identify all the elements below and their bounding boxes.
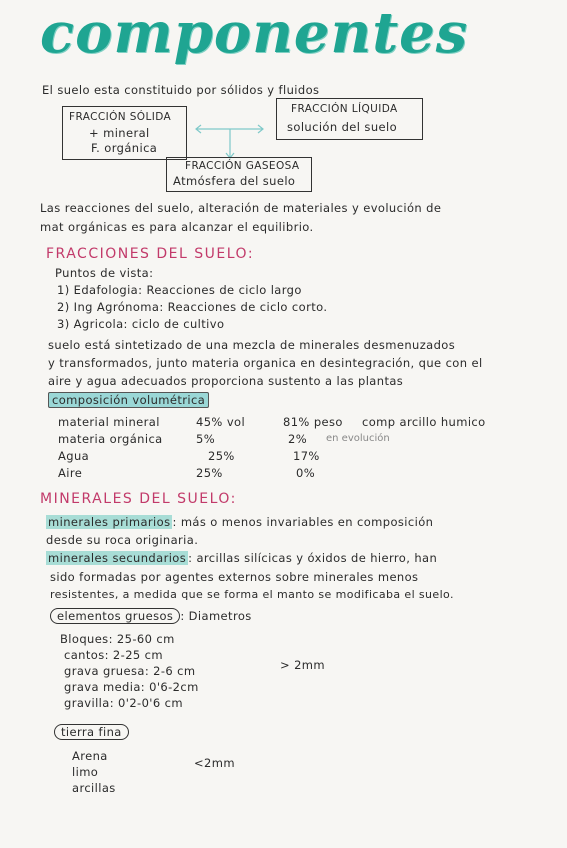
soil-paragraph-line: suelo está sintetizado de una mezcla de minerales desmenuzados xyxy=(48,338,456,352)
liquid-fraction-solution: solución del suelo xyxy=(287,120,398,134)
coarse-item: gravilla: 0'2-0'6 cm xyxy=(64,696,183,710)
composition-row-name: material mineral xyxy=(58,415,160,429)
fine-size: <2mm xyxy=(194,756,235,770)
fine-earth-label: tierra fina xyxy=(54,724,129,740)
fine-item: limo xyxy=(72,765,99,779)
secondary-minerals-text: : arcillas silícicas y óxidos de hierro, han xyxy=(188,551,438,565)
gas-fraction-atmosphere: Atmósfera del suelo xyxy=(173,174,296,188)
composition-row-vol: 25% xyxy=(196,466,223,480)
composition-row-name: Agua xyxy=(58,449,90,463)
liquid-fraction-box xyxy=(276,98,423,140)
viewpoint-item: 3) Agricola: ciclo de cultivo xyxy=(57,317,225,331)
gas-fraction-title: FRACCIÓN GASEOSA xyxy=(185,160,300,172)
minerals-heading: MINERALES DEL SUELO: xyxy=(40,491,237,507)
solid-fraction-mineral: + mineral xyxy=(89,126,150,140)
intro-text: El suelo esta constituido por sólidos y fluidos xyxy=(42,83,320,97)
composition-row-peso: 2% xyxy=(288,432,308,446)
primary-minerals-text-2: desde su roca originaria. xyxy=(46,533,199,547)
composition-row-note: comp arcillo humico xyxy=(362,415,486,429)
coarse-item: grava gruesa: 2-6 cm xyxy=(64,664,196,678)
fractions-heading: FRACCIONES DEL SUELO: xyxy=(46,246,255,262)
composition-row-peso: 17% xyxy=(293,449,320,463)
composition-row-vol: 5% xyxy=(196,432,216,446)
primary-minerals-label: minerales primarios xyxy=(48,515,171,529)
coarse-elements-label: elementos gruesos xyxy=(50,608,180,624)
reactions-line-2: mat orgánicas es para alcanzar el equilibrio. xyxy=(40,220,314,234)
soil-paragraph-line: aire y agua adecuados proporciona sustento a las plantas xyxy=(48,374,404,388)
gas-fraction-box xyxy=(166,157,312,192)
soil-paragraph-line: y transformados, junto materia organica en desintegración, que con el xyxy=(48,356,483,370)
primary-minerals-text: : más o menos invariables en composición xyxy=(172,515,434,529)
solid-fraction-box xyxy=(62,106,187,160)
solid-fraction-title: FRACCIÓN SÓLIDA xyxy=(69,111,172,123)
secondary-minerals-label: minerales secundarios xyxy=(48,551,187,565)
liquid-fraction-title: FRACCIÓN LÍQUIDA xyxy=(291,103,398,115)
composition-row-vol: 25% xyxy=(208,449,235,463)
coarse-elements-suffix: : Diametros xyxy=(180,609,252,623)
composition-row-note: en evolución xyxy=(326,433,390,444)
composition-row-peso: 81% peso xyxy=(283,415,343,429)
fine-item: Arena xyxy=(72,749,108,763)
solid-fraction-organic: F. orgánica xyxy=(91,141,158,155)
page-title: componentes xyxy=(40,0,469,66)
secondary-minerals-text-3: resistentes, a medida que se forma el manto se modificaba el suelo. xyxy=(50,588,454,601)
composition-row-peso: 0% xyxy=(296,466,316,480)
reactions-line-1: Las reacciones del suelo, alteración de materiales y evolución de xyxy=(40,201,442,215)
viewpoint-item: 1) Edafologia: Reacciones de ciclo largo xyxy=(57,283,302,297)
coarse-item: grava media: 0'6-2cm xyxy=(64,680,199,694)
coarse-item: Bloques: 25-60 cm xyxy=(60,632,175,646)
fine-item: arcillas xyxy=(72,781,116,795)
coarse-size: > 2mm xyxy=(280,658,326,672)
composition-label: composición volumétrica xyxy=(48,392,209,408)
viewpoints-label: Puntos de vista: xyxy=(55,266,154,280)
composition-row-vol: 45% vol xyxy=(196,415,246,429)
viewpoint-item: 2) Ing Agrónoma: Reacciones de ciclo corto. xyxy=(57,300,328,314)
secondary-minerals-text-2: sido formadas por agentes externos sobre minerales menos xyxy=(50,570,419,584)
coarse-item: cantos: 2-25 cm xyxy=(64,648,164,662)
composition-row-name: materia orgánica xyxy=(58,432,163,446)
composition-row-name: Aire xyxy=(58,466,83,480)
